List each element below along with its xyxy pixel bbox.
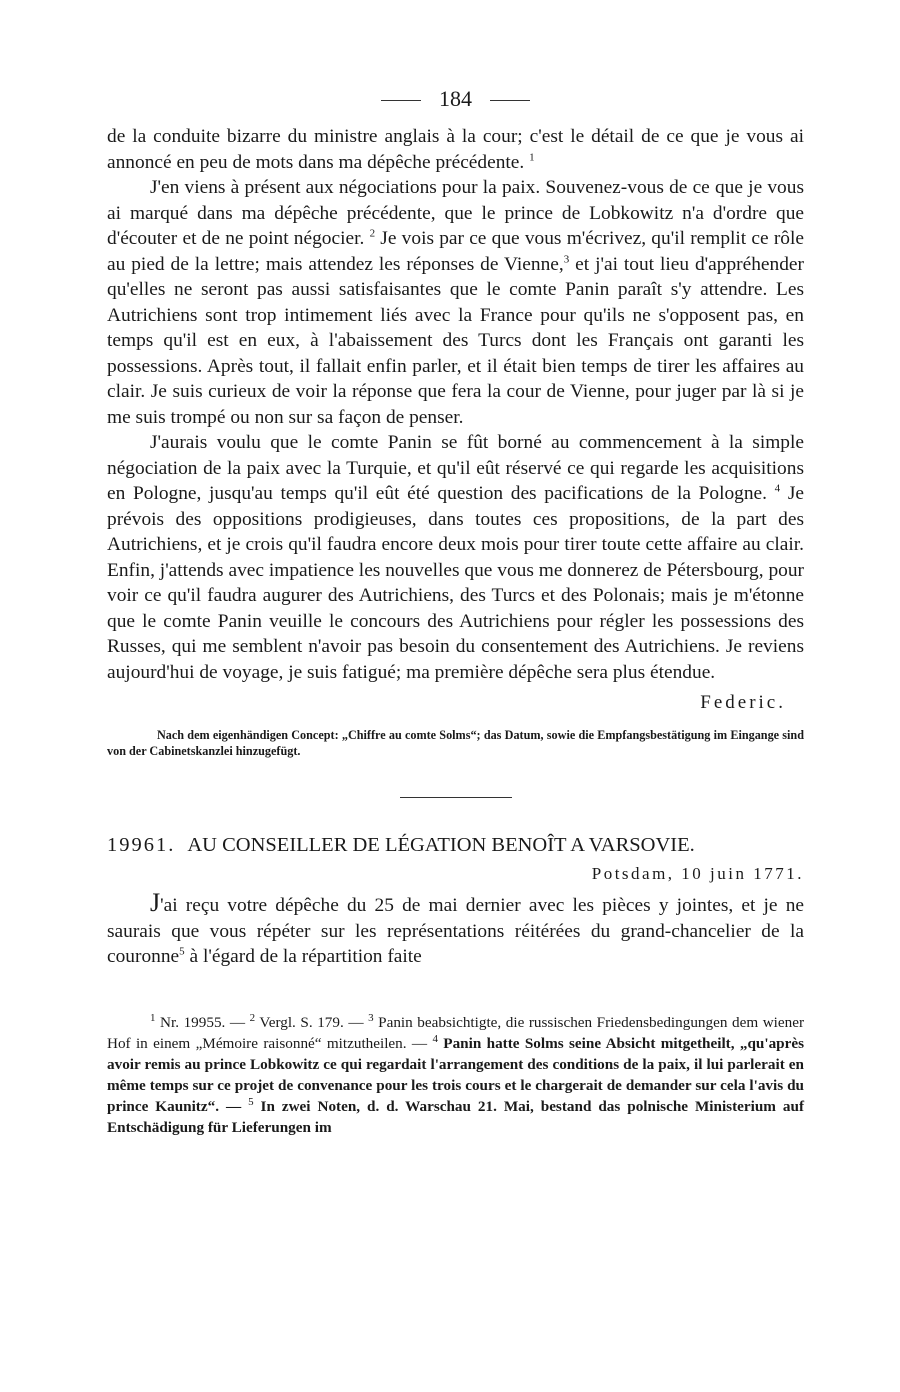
signature: Federic. xyxy=(700,692,786,713)
footnote-ref: 1 xyxy=(529,151,535,164)
page-header xyxy=(107,84,804,124)
header-dash-left xyxy=(381,100,421,101)
footnote-block xyxy=(107,1012,804,1138)
footnote-text: Panin beabsichtigte, die russischen Friedensbedingungen dem wiener Hof in einem „Mémoire raisonné“ mitzutheilen. — xyxy=(107,1013,805,1052)
paragraph-text: J'aurais voulu que le comte Panin se fût borné au commencement à la simple négociation de la paix avec la Turquie, et qu'il eût réservé ce qui regarde les acquisitions en Pologne, jusqu'au temps qu'il eût été question des pacifications de la Pologne. xyxy=(107,432,804,504)
letter-title: AU CONSEILLER DE LÉGATION BENOÎT A VARSOVIE. xyxy=(187,834,695,856)
letter-continuation xyxy=(107,124,804,685)
header-dash-right xyxy=(490,100,530,101)
initial-letter: J xyxy=(150,888,161,917)
paragraph-opening xyxy=(107,890,804,970)
paragraph-text: J'en viens à présent aux négociations pour la paix. Souvenez-vous de ce que je vous ai marqué dans ma dépêche précédente, que le prince de Lobkowitz n'a d'ordre que d'écouter et de ne point négocier. xyxy=(107,177,804,249)
footnote-text: Vergl. S. 179. — xyxy=(255,1013,369,1031)
section-divider xyxy=(400,797,512,798)
paragraph-text: de la conduite bizarre du ministre anglais à la cour; c'est le détail de ce que je vous ai annoncé en peu de mots dans ma dépêche précédente. xyxy=(107,126,804,173)
footnote-ref: 2 xyxy=(369,227,376,240)
footnote-mark: 5 xyxy=(248,1095,254,1108)
paragraph-1 xyxy=(107,124,804,175)
footnote-ref: 3 xyxy=(563,253,570,266)
footnote-text: Panin hatte Solms seine Absicht mitgetheilt, „qu'après avoir remis au prince Lobkowitz ce qui regardait l'arrangement des conditions de la paix, il lui parlerait en même temps sur ce projet de convenance pour les trois cours et le chargerait de demander sur cela l'avis du prince Kaunitz“. — xyxy=(107,1034,805,1115)
footnote-text: In zwei Noten, d. d. Warschau 21. Mai, bestand das polnische Ministerium auf Entschädigung für Lieferungen im xyxy=(107,1097,804,1136)
letter-heading xyxy=(107,832,804,858)
footnote-mark: 2 xyxy=(249,1011,256,1024)
paragraph-text: à l'égard de la répartition faite xyxy=(184,946,422,967)
paragraph-text: et j'ai tout lieu d'appréhender qu'elles ne seront pas aussi satisfaisantes que le comte Panin paraît s'y attendre. Les Autrichiens sont trop intimement liés avec la France pour qu'ils ne s'opposent pas, en temps qu'il est en eux, à l'abaissement des Turcs dont les Français ont garanti les possessions. Après tout, il fallait enfin parler, et il était bien temps de tirer les affaires au clair. Je suis curieux de voir la réponse que fera la cour de Vienne, pour juger par là si je me suis trompé ou non sur sa façon de penser. xyxy=(107,253,804,428)
place-date: Potsdam, 10 juin 1771. xyxy=(591,864,804,883)
footnote-mark: 1 xyxy=(150,1011,156,1024)
footnote-ref: 4 xyxy=(774,482,781,495)
footnote-mark: 4 xyxy=(432,1032,438,1045)
source-note: Nach dem eigenhändigen Concept: „Chiffre au comte Solms“; das Datum, sowie die Empfangsbestätigung im Eingange sind von der Cabinetskanzlei hinzugefügt. xyxy=(107,728,804,758)
footnote-mark: 3 xyxy=(368,1011,374,1024)
page-number: 184 xyxy=(439,86,472,111)
footnotes xyxy=(107,1012,804,1138)
paragraph-text: Je prévois des oppositions prodigieuses, dans toutes ces propositions, de la part des Autrichiens, et je crois qu'il faudra encore deux mois pour tirer toute cette affaire au clair. Enfin, j'attends avec impatience les nouvelles que vous me donnerez de Pétersbourg, pour voir ce qu'il faudra augurer des Autrichiens, des Turcs et des Polonais; mais je m'étonne que le comte Panin veuille le concours des Autrichiens pour régler les possessions des Russes, qui me semblent n'avoir pas besoin du consentement des Autrichiens. Je reviens aujourd'hui de voyage, je suis fatigué; ma première dépêche sera plus étendue. xyxy=(107,483,804,683)
paragraph-text: 'ai reçu votre dépêche du 25 de mai dernier avec les pièces y jointes, et je ne saurais que vous répéter sur les représentations réitérées du grand-chancelier de la couronne xyxy=(107,895,804,967)
letter-number: 19961. xyxy=(107,834,176,856)
paragraph-text: Je vois par ce que vous m'écrivez, qu'il remplit ce rôle au pied de la lettre; mais attendez les réponses de Vienne, xyxy=(107,228,804,275)
footnote-ref: 5 xyxy=(179,945,185,958)
paragraph-2 xyxy=(107,175,804,430)
book-page xyxy=(107,84,804,1138)
paragraph-3 xyxy=(107,430,804,685)
letter-body xyxy=(107,890,804,970)
footnote-text: Nr. 19955. — xyxy=(155,1013,250,1031)
